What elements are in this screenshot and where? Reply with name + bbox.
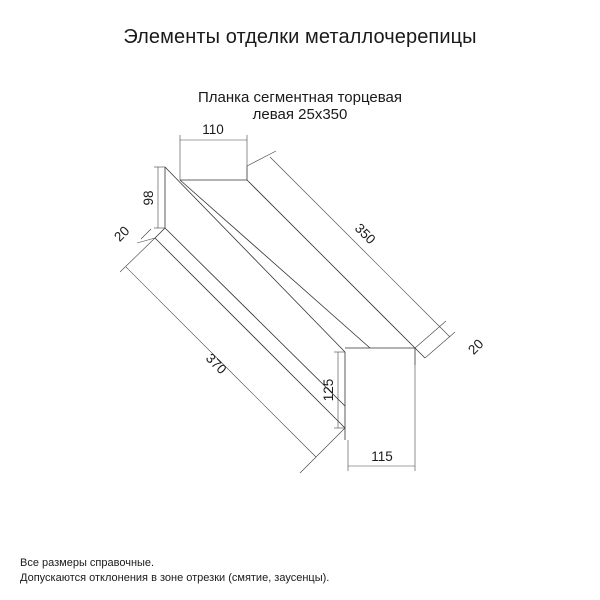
lower-face-line-inner bbox=[165, 228, 345, 406]
dim-lower-length-label: 370 bbox=[202, 350, 230, 378]
part-outline bbox=[155, 166, 425, 440]
product-name-line2: левая 25х350 bbox=[252, 106, 348, 123]
dimension-lines bbox=[120, 135, 455, 473]
top-flange-outline bbox=[180, 166, 247, 180]
dim-upper-flange-label: 20 bbox=[111, 223, 133, 245]
dim-upper-flange-line bbox=[141, 229, 151, 239]
dim-long-edge-label: 350 bbox=[351, 220, 379, 248]
lower-face-line-outer bbox=[155, 238, 345, 428]
right-flange-line bbox=[415, 348, 425, 358]
dim-lower-height-label: 125 bbox=[321, 378, 336, 402]
bottom-flange-outline bbox=[345, 348, 415, 365]
page-title: Элементы отделки металлочерепицы bbox=[123, 26, 477, 48]
dim-top-width-label: 110 bbox=[202, 122, 224, 137]
upper-flange-line bbox=[155, 228, 165, 238]
product-name-line1: Планка сегментная торцевая bbox=[197, 89, 403, 106]
notes bbox=[20, 556, 329, 586]
dim-lower-length-ext-bottom bbox=[300, 428, 345, 473]
dim-upper-height-label: 98 bbox=[141, 190, 156, 206]
dim-bottom-width-label: 115 bbox=[371, 449, 393, 464]
dim-right-flange-label: 20 bbox=[465, 336, 487, 358]
dim-right-flange-ext bbox=[425, 332, 455, 358]
upper-face-line-inner bbox=[180, 180, 370, 348]
dim-right-flange-line bbox=[440, 327, 450, 337]
upper-face-line-outer bbox=[165, 167, 345, 352]
long-edge-line bbox=[247, 180, 415, 348]
note-tolerance: Допускаются отклонения в зоне отрезки (смятие, заусенцы). bbox=[20, 572, 330, 584]
note-reference: Все размеры справочные. bbox=[20, 557, 155, 569]
